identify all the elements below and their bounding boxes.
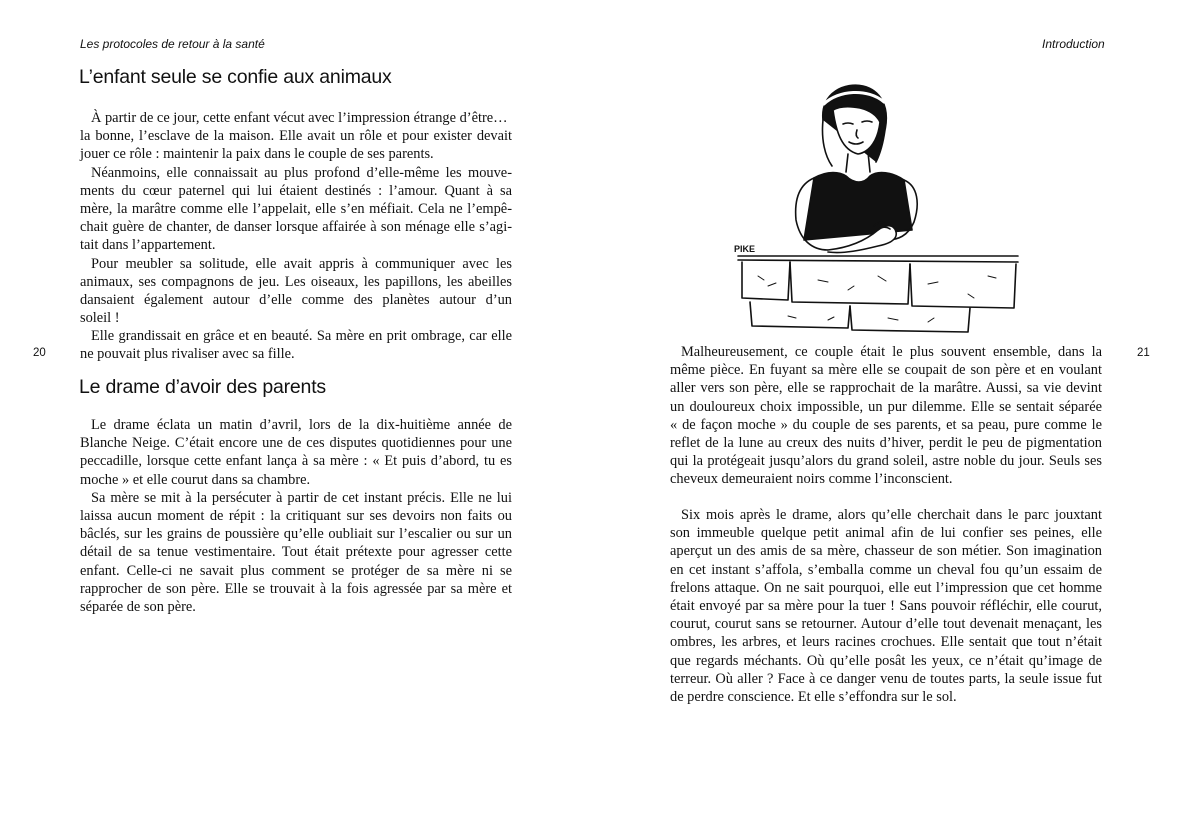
text-line: soleil ! (80, 310, 120, 327)
text-line: aperçut un des amis de sa mère, chasseur de son métier. Son imagination (670, 543, 1102, 560)
text-line: ments du cœur paternel qui lui étaient destinés : l’amour. Quant à sa (80, 182, 512, 199)
text-line: animaux, ses compagnons de jeu. Les oiseaux, les papillons, les abeilles (80, 273, 512, 290)
text-line: Pour meubler sa solitude, elle avait appris à communiquer avec les (91, 255, 512, 272)
text-line: que regards méchants. Où qu’elle posât les yeux, ce n’était qu’image de (670, 652, 1102, 669)
text-line: chait guère de chanter, de danser lorsque affairée à son ménage elle s’agi- (80, 219, 512, 236)
illustration-signature: PIKE (734, 244, 756, 254)
text-line: même pièce. En fuyant sa mère elle se coupait de son père et en voulant (670, 362, 1102, 379)
text-line: Elle grandissait en grâce et en beauté. Sa mère en prit ombrage, car elle (91, 328, 512, 345)
text-line: À partir de ce jour, cette enfant vécut avec l’impression étrange d’être… (91, 110, 508, 126)
text-line: de perdre conscience. Et elle s’effondra sur le sol. (670, 688, 957, 705)
text-line: peccadille, lorsque cette enfant lança à sa mère : « Et puis d’abord, tu es (80, 453, 512, 470)
text-line: qui la protégeait jusqu’alors du grand soleil, astre noble du jour. Seuls ses (670, 453, 1102, 470)
text-line: terreur. Où aller ? Face à ce danger venu de toutes parts, la seule issue fut (670, 670, 1102, 687)
text-line: son immeuble quelque petit animal afin de lui confier ses peines, elle (670, 525, 1102, 542)
text-line: un douloureux choix impossible, un pur dilemme. Elle se sentait séparée (670, 398, 1102, 415)
left-running-head: Les protocoles de retour à la santé (80, 37, 265, 51)
text-line: était envoyé par sa mère pour la tuer ! Sans pouvoir réfléchir, elle courut, (670, 597, 1102, 614)
text-line: courut, courut sans se retourner. Autour d’elle tout devenait menaçant, les (670, 616, 1102, 633)
text-line: séparée de son père. (80, 598, 196, 615)
section-body-drame (80, 416, 512, 616)
text-line: Malheureusement, ce couple était le plus souvent ensemble, dans la (681, 344, 1102, 360)
text-line: Blanche Neige. C’était encore une de ces disputes quotidiennes pour une (80, 435, 512, 452)
text-line: jouer ce rôle : maintenir la paix dans le couple de ses parents. (80, 146, 434, 163)
text-line: ombres, les arbres, et leurs racines crochues. Elle sentait que tout n’était (670, 634, 1102, 651)
text-line: cheveux demeuraient noirs comme l’inconscient. (670, 471, 953, 488)
right-paragraph-1 (670, 343, 1102, 489)
text-line: Sa mère se mit à la persécuter à partir de cet instant précis. Elle ne lui (91, 489, 512, 506)
text-line: Le drame éclata un matin d’avril, lors de la dix-huitième année de (91, 417, 512, 433)
text-line: frelons attaque. On ne sait pourquoi, elle eut l’impression que cet homme (670, 579, 1102, 596)
text-line: tait dans l’appartement. (80, 237, 216, 254)
text-line: dansaient également autour d’elle comme des planètes autour d’un (80, 291, 512, 308)
right-running-head: Introduction (1042, 37, 1105, 51)
section-body-animaux (80, 109, 512, 364)
text-line: en cet instant s’affola, s’emballa comme un cheval fou qu’un essaim de (670, 561, 1102, 578)
girl-at-wall-illustration (728, 80, 1028, 334)
right-page-number: 21 (1137, 347, 1150, 359)
text-line: aller vers son père, elle se rapprochait de la marâtre. Aussi, sa vie devint (670, 380, 1102, 397)
text-line: Six mois après le drame, alors qu’elle cherchait dans le parc jouxtant (681, 507, 1102, 523)
text-line: moche » et elle courut dans sa chambre. (80, 471, 311, 488)
left-page-number: 20 (33, 347, 46, 359)
text-line: reflet de la lune au creux des nuits d’hiver, perdit le peu de pigmentation (670, 434, 1102, 451)
text-line: ne pouvait plus rivaliser avec sa fille. (80, 346, 295, 363)
text-line: mère, la marâtre comme elle l’appelait, elle s’en méfiait. Cela ne l’empê- (80, 200, 512, 217)
text-line: détail de sa tenue vestimentaire. Tout était prétexte pour agresser cette (80, 544, 512, 561)
text-line: enfant. Celle-ci ne savait plus comment se protéger de sa mère ni se (80, 562, 512, 579)
text-line: rapprocher de son père. Elle se trouvait à la fois agressée par sa mère et (80, 580, 512, 597)
section-heading-animaux: L’enfant seule se confie aux animaux (79, 66, 392, 88)
text-line: laissa aucun moment de répit : la critiquant sur ses devoirs non faits ou (80, 507, 512, 524)
section-heading-drame: Le drame d’avoir des parents (79, 376, 326, 398)
text-line: « de façon moche » du couple de ses parents, et sa peau, pure comme le (670, 416, 1102, 433)
text-line: la bonne, l’esclave de la maison. Elle avait un rôle et pour exister devait (80, 128, 512, 145)
text-line: Néanmoins, elle connaissait au plus profond d’elle-même les mouve- (91, 164, 512, 181)
right-paragraph-2 (670, 506, 1102, 706)
text-line: bâclés, sur les grains de poussière qu’elle oubliait sur l’escalier ou sur un (80, 526, 512, 543)
